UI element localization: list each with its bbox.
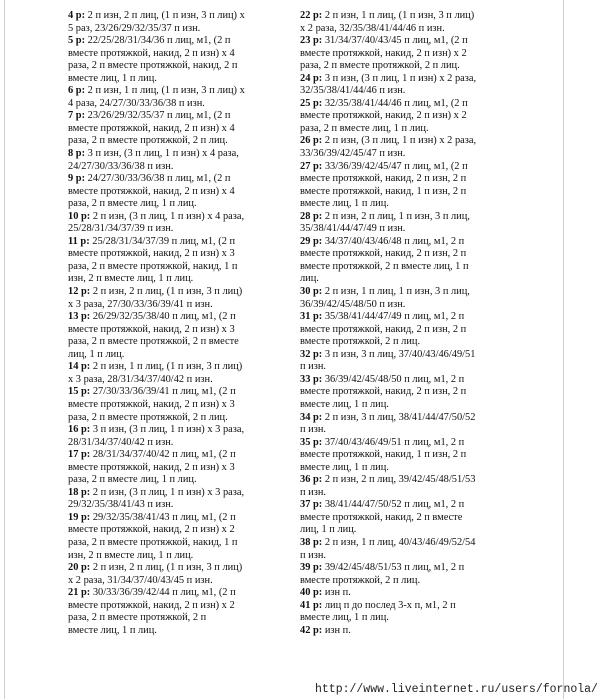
instruction-text: вместе протяжкой, накид, 2 п изн) х 3 [68,248,235,260]
instruction-text: 2 п изн, 1 п лиц, 40/43/46/49/52/54 [322,536,476,548]
instruction-text: лиц, 1 п лиц. [300,524,357,536]
row-instruction [300,349,508,374]
instruction-text: 36/39/42/45/48/50 п лиц, м1, 2 п [322,373,465,385]
row-instruction [68,236,293,286]
instruction-line [300,499,508,512]
instruction-line [300,412,508,425]
instruction-line [300,336,508,349]
instruction-line [68,148,293,161]
instruction-text: вместе протяжкой, накид, 1 п изн, 2 п [300,185,467,197]
instruction-text: 26/29/32/35/38/40 п лиц, м1, (2 п [90,311,236,323]
row-instruction [300,236,508,286]
instruction-text: вместе лиц, 1 п лиц. [300,198,389,210]
instruction-text: 27/30/33/36/39/41 п лиц, м1, (2 п [90,386,236,398]
instruction-text: 23/26/29/32/35/37 п лиц, м1, (2 п [85,110,231,122]
row-number-label: 35 р: [300,436,323,448]
instruction-text: 25/28/31/34/37/39 п лиц, м1, (2 п [89,235,236,247]
instruction-line [68,575,293,588]
instruction-text: раза, 2 п вместе лиц, 1 п лиц. [68,474,197,486]
instruction-line [300,198,508,211]
row-instruction [300,412,508,437]
instruction-text: раза, 2 п вместе протяжкой, накид, 1 п [68,536,238,548]
row-number-label: 25 р: [300,97,323,109]
instruction-line [300,286,508,299]
instruction-text: изн п. [322,587,351,599]
instruction-line [300,60,508,73]
instruction-text: вместе протяжкой, 2 п лиц. [300,574,421,586]
instruction-line [68,499,293,512]
row-instruction [300,161,508,211]
instruction-text: раза, 2 п вместе протяжкой, накид, 1 п [68,260,238,272]
instruction-line [68,286,293,299]
instruction-line [300,148,508,161]
row-instruction [68,562,293,587]
instruction-text: раза, 2 п вместе протяжкой, 2 п лиц. [300,60,460,72]
row-instruction [300,311,508,349]
instruction-text: вместе протяжкой, накид, 2 п вместе [300,511,463,523]
instruction-line [68,223,293,236]
instruction-line [300,135,508,148]
instruction-line [68,311,293,324]
instruction-line [300,361,508,374]
instruction-text: 35/38/41/44/47/49 п лиц, м1, 2 п [322,311,465,323]
instruction-line [300,537,508,550]
row-instruction [68,173,293,211]
instruction-text: вместе протяжкой, 2 п лиц. [300,336,421,348]
instruction-text: 3 п изн, (3 п лиц, 1 п изн) х 3 раза, [90,424,245,436]
row-number-label: 13 р: [68,311,91,323]
instruction-text: 35/38/41/44/47/49 п изн. [300,223,406,235]
row-instruction [300,499,508,537]
instruction-line [68,98,293,111]
row-number-label: 42 р: [300,624,323,636]
instruction-line [300,48,508,61]
instruction-text: п изн. [300,361,326,373]
instruction-text: 31/34/37/40/43/45 п лиц, м1, (2 п [322,35,468,47]
instruction-text: лиц п до послед 3-х п, м1, 2 п [322,599,456,611]
instruction-line [300,73,508,86]
instruction-text: 29/32/35/38/41/43 п изн. [68,499,174,511]
row-instruction [300,437,508,475]
instruction-line [300,462,508,475]
instruction-text: 2 п изн, (3 п лиц, 1 п изн) х 2 раза, [322,135,477,147]
instruction-line [68,273,293,286]
row-number-label: 20 р: [68,562,91,574]
instruction-text: вместе лиц, 1 п лиц. [300,612,389,624]
instruction-line [300,223,508,236]
row-number-label: 38 р: [300,536,323,548]
instruction-text: 39/42/45/48/51/53 п лиц, м1, 2 п [322,562,465,574]
instruction-line [300,449,508,462]
instruction-line [68,211,293,224]
instruction-line [300,23,508,36]
instruction-line [68,600,293,613]
instruction-text: лиц, 1 п лиц. [68,348,125,360]
instruction-line [300,236,508,249]
instruction-line [68,48,293,61]
instruction-text: вместе протяжкой, накид, 2 п изн) х 2 [68,599,235,611]
row-number-label: 37 р: [300,499,323,511]
instruction-text: 30/33/36/39/42/44 п лиц, м1, (2 п [90,587,236,599]
instruction-text: 5 раз, 23/26/29/32/35/37 п изн. [68,22,201,34]
instruction-text: 3 п изн, (3 п лиц, 1 п изн) х 2 раза, [322,72,477,84]
row-number-label: 32 р: [300,348,323,360]
instruction-text: п изн. [300,549,326,561]
instruction-line [68,236,293,249]
row-number-label: 28 р: [300,210,323,222]
instruction-text: вместе протяжкой, накид, 2 п изн) х 4 [68,47,235,59]
instruction-line [68,524,293,537]
row-number-label: 10 р: [68,210,91,222]
instruction-line [300,524,508,537]
instruction-line [68,374,293,387]
instruction-text: 28/31/34/37/40/42 п лиц, м1, (2 п [90,449,236,461]
instruction-text: 2 п изн, 2 п лиц, (1 п изн, 3 п лиц) [90,286,243,298]
row-number-label: 14 р: [68,361,91,373]
instruction-text: 3 п изн, 3 п лиц, 37/40/43/46/49/51 [322,348,476,360]
source-url-watermark: http://www.liveinternet.ru/users/fornola/ [315,683,598,696]
instruction-text: 37/40/43/46/49/51 п лиц, м1, 2 п [322,436,465,448]
instruction-line [300,437,508,450]
instruction-line [300,474,508,487]
instruction-text: 2 п изн, 1 п лиц, (1 п изн, 3 п лиц) [90,361,243,373]
instruction-line [300,587,508,600]
row-number-label: 33 р: [300,373,323,385]
instruction-line [68,625,293,638]
instruction-line [68,173,293,186]
instruction-text: вместе лиц, 1 п лиц. [68,624,157,636]
instruction-line [68,361,293,374]
instruction-line [300,575,508,588]
instruction-text: вместе протяжкой, накид, 1 п изн, 2 п [300,449,467,461]
instruction-text: вместе протяжкой, накид, 2 п изн) х 2 [68,524,235,536]
instruction-text: 36/39/42/45/48/50 п изн. [300,298,406,310]
row-instruction [68,587,293,637]
instruction-line [300,374,508,387]
instruction-text: вместе протяжкой, накид, 2 п изн, 2 п [300,248,467,260]
instruction-text: 28/31/34/37/40/42 п изн. [68,436,174,448]
instruction-text: изн, 2 п вместе лиц, 1 п лиц. [68,273,194,285]
instruction-text: вместе протяжкой, накид, 2 п изн, 2 п [300,323,467,335]
instruction-line [68,562,293,575]
instruction-text: 38/41/44/47/50/52 п лиц, м1, 2 п [322,499,465,511]
instruction-text: вместе протяжкой, накид, 2 п изн) х 3 [68,398,235,410]
instruction-line [300,487,508,500]
instruction-line [68,612,293,625]
instruction-line [300,273,508,286]
instruction-text: вместе лиц, 1 п лиц. [300,461,389,473]
row-number-label: 27 р: [300,160,323,172]
instruction-line [68,10,293,23]
instruction-text: п изн. [300,424,326,436]
instruction-line [300,248,508,261]
instruction-line [68,60,293,73]
row-number-label: 23 р: [300,35,323,47]
instruction-text: 32/35/38/41/44/46 п изн. [300,85,406,97]
row-number-label: 41 р: [300,599,323,611]
instruction-line [300,110,508,123]
instruction-text: 2 п изн, 1 п лиц, (1 п изн, 3 п лиц) [322,10,475,21]
instruction-line [68,110,293,123]
row-number-label: 16 р: [68,424,91,436]
instruction-text: вместе протяжкой, накид, 2 п изн, 2 п [300,386,467,398]
instruction-line [68,550,293,563]
row-instruction [300,600,508,625]
instruction-line [68,299,293,312]
instruction-line [68,336,293,349]
instruction-line [68,399,293,412]
row-instruction [68,211,293,236]
instruction-text: 2 п изн, 1 п лиц, (1 п изн, 3 п лиц) х [85,85,245,97]
instruction-line [68,474,293,487]
instruction-line [300,612,508,625]
instruction-line [68,324,293,337]
row-number-label: 22 р: [300,10,323,21]
instruction-text: 33/36/39/42/45/47 п изн. [300,148,406,160]
instruction-text: вместе протяжкой, накид, 2 п изн, 2 п [300,173,467,185]
instruction-text: 2 п изн, 2 п лиц, (1 п изн, 3 п лиц) х [85,10,245,21]
instruction-text: раза, 2 п вместе протяжкой, 2 п лиц. [68,411,228,423]
row-instruction [300,10,508,35]
instruction-text: 33/36/39/42/45/47 п лиц, м1, (2 п [322,160,468,172]
instruction-line [68,487,293,500]
instruction-text: 2 п изн, 2 п лиц, 1 п изн, 3 п лиц, [322,210,470,222]
instruction-line [68,349,293,362]
instruction-text: х 3 раза, 27/30/33/36/39/41 п изн. [68,298,213,310]
row-instruction [300,211,508,236]
page-border-right [563,0,564,699]
instruction-text: 2 п изн, (3 п лиц, 1 п изн) х 4 раза, [90,210,245,222]
instruction-line [68,386,293,399]
row-number-label: 6 р: [68,85,86,97]
instruction-line [68,424,293,437]
row-instruction [300,562,508,587]
instruction-line [300,261,508,274]
instruction-line [300,123,508,136]
instruction-line [68,135,293,148]
row-instruction [300,98,508,136]
instruction-text: 34/37/40/43/46/48 п лиц, м1, 2 п [322,235,465,247]
row-instruction [68,386,293,424]
instruction-line [300,161,508,174]
row-number-label: 29 р: [300,235,323,247]
row-number-label: 36 р: [300,474,323,486]
instruction-line [68,123,293,136]
row-number-label: 8 р: [68,148,86,160]
instructions-right-column [300,10,508,637]
row-instruction [68,449,293,487]
row-number-label: 17 р: [68,449,91,461]
instruction-line [300,625,508,638]
row-instruction [68,512,293,562]
row-instruction [68,487,293,512]
instruction-text: вместе протяжкой, накид, 2 п изн) х 2 [300,47,467,59]
instruction-text: 2 п изн, 2 п лиц, 39/42/45/48/51/53 [322,474,476,486]
instruction-text: х 3 раза, 28/31/34/37/40/42 п изн. [68,373,213,385]
instruction-text: вместе протяжкой, накид, 2 п изн) х 4 [68,185,235,197]
instruction-text: вместе лиц, 1 п лиц. [300,398,389,410]
instruction-line [300,562,508,575]
row-number-label: 24 р: [300,72,323,84]
instruction-line [68,186,293,199]
instruction-text: вместе протяжкой, 2 п вместе лиц, 1 п [300,260,469,272]
row-instruction [68,35,293,85]
row-number-label: 18 р: [68,486,91,498]
row-number-label: 7 р: [68,110,86,122]
row-instruction [68,148,293,173]
instruction-text: х 2 раза, 32/35/38/41/44/46 п изн. [300,22,445,34]
instruction-line [68,512,293,525]
instruction-line [68,412,293,425]
instruction-line [300,35,508,48]
row-instruction [68,286,293,311]
instruction-text: вместе протяжкой, накид, 2 п изн) х 2 [300,110,467,122]
row-number-label: 12 р: [68,286,91,298]
row-instruction [300,625,508,638]
instruction-line [300,424,508,437]
row-instruction [300,35,508,73]
instruction-line [300,600,508,613]
row-number-label: 15 р: [68,386,91,398]
instruction-text: 29/32/35/38/41/43 п лиц, м1, (2 п [90,511,236,523]
row-instruction [68,85,293,110]
page-border-left [4,0,5,699]
instruction-text: 24/27/30/33/36/38 п изн. [68,160,174,172]
instruction-line [68,437,293,450]
row-number-label: 19 р: [68,511,91,523]
instruction-text: вместе протяжкой, накид, 2 п изн) х 3 [68,323,235,335]
instruction-text: 25/28/31/34/37/39 п изн. [68,223,174,235]
instruction-line [68,537,293,550]
instruction-text: изн п. [322,624,351,636]
instruction-line [68,462,293,475]
row-instruction [68,110,293,148]
row-number-label: 9 р: [68,173,86,185]
row-number-label: 40 р: [300,587,323,599]
instruction-text: 2 п изн, 1 п лиц, 1 п изн, 3 п лиц, [322,286,470,298]
row-number-label: 31 р: [300,311,323,323]
instruction-line [300,299,508,312]
row-instruction [300,73,508,98]
instruction-line [300,85,508,98]
row-instruction [300,474,508,499]
instruction-text: раза, 2 п вместе протяжкой, 2 п вместе [68,336,239,348]
instruction-text: вместе протяжкой, накид, 2 п изн) х 3 [68,461,235,473]
instruction-line [68,248,293,261]
instruction-text: 3 п изн, (3 п лиц, 1 п изн) х 4 раза, [85,148,239,160]
instructions-left-column [68,10,293,637]
instruction-line [68,73,293,86]
instruction-line [300,98,508,111]
row-number-label: 21 р: [68,587,91,599]
instruction-line [300,550,508,563]
instruction-text: х 2 раза, 31/34/37/40/43/45 п изн. [68,574,213,586]
instruction-line [68,449,293,462]
instruction-text: раза, 2 п вместе протяжкой, накид, 2 п [68,60,238,72]
row-instruction [68,10,293,35]
instruction-text: 2 п изн, 3 п лиц, 38/41/44/47/50/52 [322,411,476,423]
row-number-label: 4 р: [68,10,86,21]
instruction-text: п изн. [300,486,326,498]
row-number-label: 34 р: [300,411,323,423]
instruction-line [300,386,508,399]
instruction-text: 4 раза, 24/27/30/33/36/38 п изн. [68,97,205,109]
instruction-text: раза, 2 п вместе протяжкой, 2 п лиц. [68,135,228,147]
instruction-text: 2 п изн, (3 п лиц, 1 п изн) х 3 раза, [90,486,245,498]
row-instruction [68,424,293,449]
instruction-line [300,399,508,412]
instruction-line [68,261,293,274]
instruction-line [68,35,293,48]
row-number-label: 26 р: [300,135,323,147]
instruction-text: раза, 2 п вместе лиц, 1 п лиц. [300,122,429,134]
row-instruction [300,587,508,600]
instruction-line [300,10,508,23]
instruction-line [68,587,293,600]
instruction-line [68,161,293,174]
instruction-line [68,85,293,98]
instruction-text: 2 п изн, 2 п лиц, (1 п изн, 3 п лиц) [90,562,243,574]
row-number-label: 30 р: [300,286,323,298]
instruction-line [300,512,508,525]
instruction-line [300,173,508,186]
instruction-text: вместе лиц, 1 п лиц. [68,72,157,84]
instruction-line [68,198,293,211]
instruction-line [300,311,508,324]
row-number-label: 11 р: [68,235,90,247]
instruction-line [68,23,293,36]
instruction-text: изн, 2 п вместе лиц, 1 п лиц. [68,549,194,561]
row-instruction [300,537,508,562]
row-instruction [300,374,508,412]
instruction-text: лиц. [300,273,319,285]
instruction-text: раза, 2 п вместе лиц, 1 п лиц. [68,198,197,210]
instruction-text: 32/35/38/41/44/46 п лиц, м1, (2 п [322,97,468,109]
row-instruction [68,311,293,361]
instruction-line [300,349,508,362]
instruction-text: 24/27/30/33/36/38 п лиц, м1, (2 п [85,173,231,185]
instruction-text: 22/25/28/31/34/36 п лиц, м1, (2 п [85,35,231,47]
instruction-text: раза, 2 п вместе протяжкой, 2 п [68,612,207,624]
instruction-line [300,211,508,224]
row-instruction [68,361,293,386]
row-instruction [300,286,508,311]
instruction-text: вместе протяжкой, накид, 2 п изн) х 4 [68,122,235,134]
row-number-label: 5 р: [68,35,86,47]
instruction-line [300,324,508,337]
row-instruction [300,135,508,160]
instruction-line [300,186,508,199]
row-number-label: 39 р: [300,562,323,574]
